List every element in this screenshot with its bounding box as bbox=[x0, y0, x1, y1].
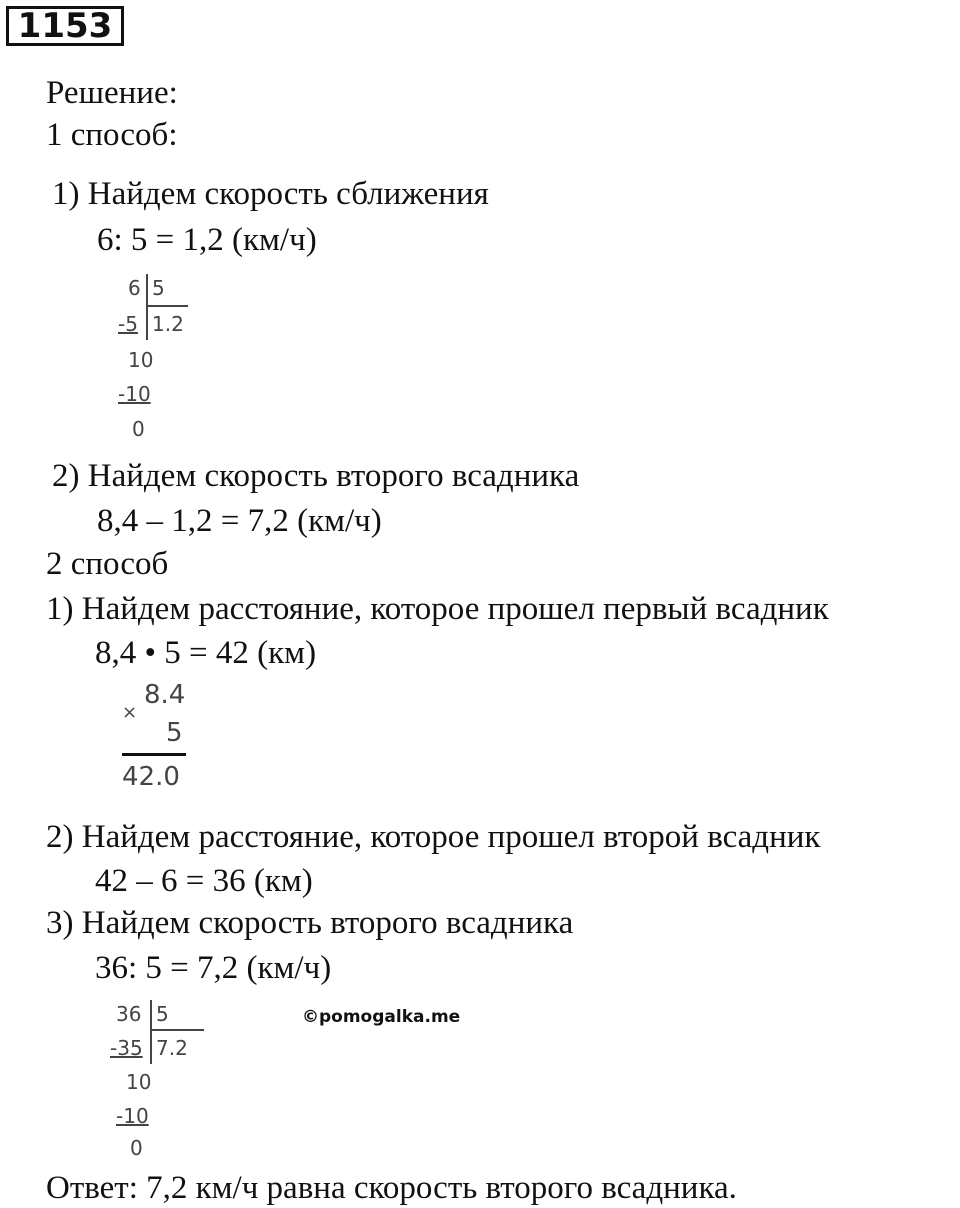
m2-step-3: 3) Найдем скорость второго всадника bbox=[46, 905, 574, 941]
m1-step-2-equation: 8,4 – 1,2 = 7,2 (км/ч) bbox=[97, 503, 382, 539]
div2-subtract-1: -35 bbox=[110, 1036, 143, 1060]
mult-bottom: 5 bbox=[166, 718, 183, 748]
div2-horizontal-line bbox=[152, 1029, 204, 1031]
div2-divisor: 5 bbox=[156, 1002, 169, 1026]
div1-divisor: 5 bbox=[152, 276, 165, 300]
div1-quotient: 1.2 bbox=[152, 312, 184, 336]
column-multiplication bbox=[118, 676, 208, 796]
div1-remainder-1: 10 bbox=[128, 348, 154, 372]
div2-dividend: 36 bbox=[116, 1002, 142, 1026]
div2-remainder-1: 10 bbox=[126, 1070, 152, 1094]
m2-step-1: 1) Найдем расстояние, которое прошел первый всадник bbox=[46, 591, 829, 627]
watermark: ©pomogalka.me bbox=[302, 1007, 461, 1027]
div2-vertical-line bbox=[150, 1000, 152, 1064]
div2-subtract-2: -10 bbox=[116, 1104, 149, 1128]
div2-quotient: 7.2 bbox=[156, 1036, 188, 1060]
long-division-1 bbox=[110, 278, 210, 448]
div1-subtract-2: -10 bbox=[118, 382, 151, 406]
mult-line bbox=[122, 753, 186, 756]
answer-line: Ответ: 7,2 км/ч равна скорость второго всадника. bbox=[46, 1170, 737, 1206]
solution-heading: Решение: bbox=[46, 75, 178, 111]
m2-step-1-equation: 8,4 • 5 = 42 (км) bbox=[95, 635, 317, 671]
m2-step-2: 2) Найдем расстояние, которое прошел второй всадник bbox=[46, 819, 821, 855]
mult-top: 8.4 bbox=[144, 680, 186, 710]
method-2-heading: 2 способ bbox=[46, 546, 169, 582]
mult-sign: × bbox=[122, 702, 138, 723]
div1-dividend: 6 bbox=[128, 276, 141, 300]
div1-horizontal-line bbox=[148, 305, 188, 307]
m1-step-1: 1) Найдем скорость сближения bbox=[52, 176, 489, 212]
mult-result: 42.0 bbox=[122, 762, 180, 792]
m1-step-1-equation: 6: 5 = 1,2 (км/ч) bbox=[97, 222, 317, 258]
div2-remainder-2: 0 bbox=[130, 1136, 143, 1160]
div1-subtract-1: -5 bbox=[118, 312, 138, 336]
div1-vertical-line bbox=[146, 274, 148, 340]
m2-step-3-equation: 36: 5 = 7,2 (км/ч) bbox=[95, 950, 332, 986]
m1-step-2: 2) Найдем скорость второго всадника bbox=[52, 458, 580, 494]
method-1-heading: 1 способ: bbox=[46, 117, 178, 153]
long-division-2 bbox=[110, 1004, 220, 1174]
problem-number: 1153 bbox=[6, 6, 124, 46]
m2-step-2-equation: 42 – 6 = 36 (км) bbox=[95, 863, 313, 899]
div1-remainder-2: 0 bbox=[132, 417, 145, 441]
